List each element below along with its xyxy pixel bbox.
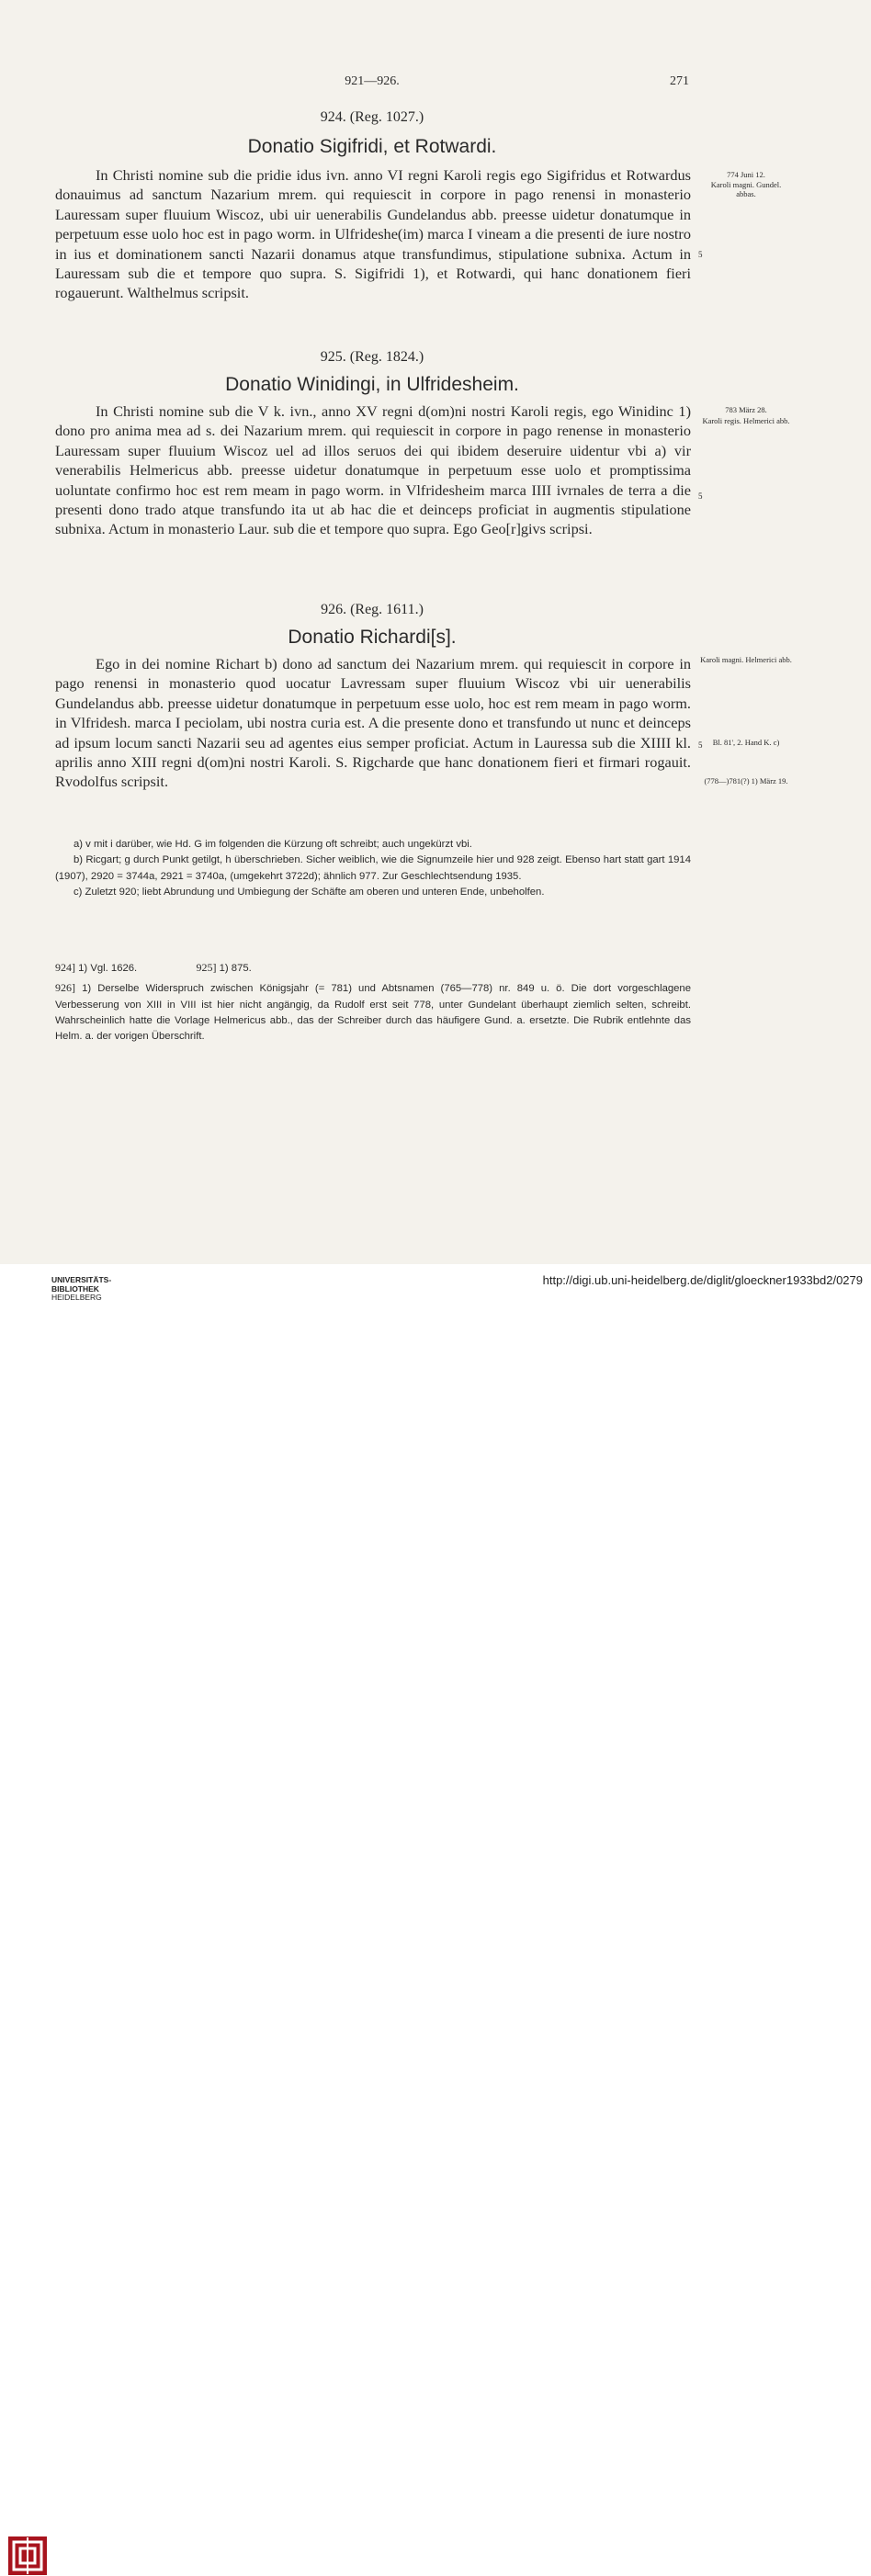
doc-924-margin-info: Karoli magni. Gundel. abbas. xyxy=(710,180,782,198)
line-number: 5 xyxy=(698,250,703,259)
doc-926-body: Ego in dei nomine Richart b) dono ad sanctum dei Nazarium mrem. qui requiescit in corpore in pago renensi in monasterio quod uocatur Lavressam super fluuium Wiscoz vbi uir uenerabilis Gundelandus abb. preesse uidetur donatumque in perpetuum esse uolo, hoc est rem meam in pago worm. in Vlfridesh. marca I peciolam, ubi nostra curia est. A die presente dono et transfundo ut nunc et deinceps ad ipsum locum sancti Nazarii seu ad agentes eius semper proficiat. Actum in Lauressa sub die XIIII kl. aprilis anno XIII regni d(om)ni nostri Karoli. S. Rigcharde que hanc donationem fieri et firmari rogauit. Rvodolfus scripsit. xyxy=(55,655,691,791)
document-page xyxy=(0,0,871,1264)
logo-line-1: UNIVERSITÄTS- xyxy=(51,1275,112,1284)
source-url-link[interactable]: http://digi.ub.uni-heidelberg.de/diglit/gloeckner1933bd2/0279 xyxy=(542,1273,863,1287)
doc-926-margin-ref: Bl. 81', 2. Hand K. c) xyxy=(712,738,780,747)
doc-925-regnum: 925. (Reg. 1824.) xyxy=(320,349,424,365)
library-logo-icon xyxy=(7,2536,48,2576)
doc-926-title: Donatio Richardi[s]. xyxy=(288,627,457,648)
logo-line-2: BIBLIOTHEK xyxy=(51,1283,99,1294)
note-a: a) v mit i darüber, wie Hd. G im folgenden die Kürzung oft schreibt; auch ungekürzt vbi. xyxy=(74,839,472,850)
doc-926-regnum: 926. (Reg. 1611.) xyxy=(321,602,424,617)
doc-924-margin-date: 774 Juni 12. xyxy=(727,170,765,179)
fn-924-label: 924] xyxy=(55,961,75,974)
footnote-row-924-925 xyxy=(55,960,691,977)
header-range: 921—926. xyxy=(345,74,400,88)
line-number: 5 xyxy=(698,740,703,750)
running-header xyxy=(55,74,689,93)
footnotes xyxy=(55,960,691,1045)
fn-926-label: 926] xyxy=(55,981,75,995)
fn-925-text: 1) 875. xyxy=(219,963,252,974)
note-c: c) Zuletzt 920; liebt Abrundung und Umbiegung der Schäfte am oberen und unteren Ende, unbeholfen. xyxy=(74,886,545,898)
doc-925-margin-date: 783 März 28. xyxy=(725,405,767,414)
logo-line-3: HEIDELBERG xyxy=(51,1293,102,1302)
line-number: 5 xyxy=(698,491,703,501)
fn-926-text: 1) Derselbe Widerspruch zwischen Königsjahr (= 781) und Abtsnamen (765—778) nr. 849 u. ö. Die dort vorgeschlagene Verbesserung von XIII in VIII ist hier nicht angängig, da Rudolf erst seit 778, unter Gundelant überhaupt ziemlich selten, schreibt. Wahrscheinlich hatte die Vorlage Helmericus abb., das der Schreiber durch das häufigere Gund. a. ersetzte. Die Rubrik entlehnte das Helm. a. der vorigen Überschrift. xyxy=(55,983,691,1043)
critical-notes xyxy=(55,837,691,900)
doc-926-margin-info: Karoli magni. Helmerici abb. xyxy=(700,655,792,664)
fn-924-text: 1) Vgl. 1626. xyxy=(78,963,138,974)
page-number: 271 xyxy=(670,74,689,88)
doc-926-margin-date: (778—)781(?) 1) März 19. xyxy=(704,776,788,785)
footnote-row-926 xyxy=(55,980,691,1045)
doc-924-regnum: 924. (Reg. 1027.) xyxy=(320,109,424,125)
doc-925-body: In Christi nomine sub die V k. ivn., anno XV regni d(om)ni nostri Karoli regis, ego Winidinc 1) dono pro anima mea ad s. dei Nazarium mrem. qui requiescit in corpore in pago renense in monasterio Lauressam super fluuium Wiscoz uel ad illos seruos dei qui ibidem deseruire uidentur vbi a) vir venerabilis Helmericus abb. preesse uidetur donatumque in perpetuum esse uolo et promptissima uoluntate confirmo hoc est rem meam in pago worm. in Vlfridesheim marca IIII ivrnales de terra a die presenti dono trado atque transfundo ita ut ab hac die et deinceps proficiat in augmentis stipulatione subnixa. Actum in monasterio Laur. sub die et tempore quo supra. Ego Geo[r]givs scripsi. xyxy=(55,402,691,538)
library-logo-text xyxy=(51,1276,111,1303)
doc-924-body: In Christi nomine sub die pridie idus ivn. anno VI regni Karoli regis ego Sigifridus et Rotwardus donauimus ad sanctum Nazarium mrem. qui requiescit in corpore in pago renensi in monasterio Lauressam super fluuium Wiscoz, ubi uir uenerabilis Gundelandus abb. preesse uidetur donatumque in perpetuum esse uolo hoc est in pago worm. in Ulfrideshe(im) marca I vineam a die presenti de iure nostro in ius et dominationem sancti Nazarii donamus atque transfundimus, stipulatione subnixa. Actum in Lauressam sub die et tempore quo supra. S. Sigifridi 1), et Rotwardi, qui hanc donationem fieri rogauerunt. Walthelmus scripsit. xyxy=(55,166,691,302)
doc-925-title: Donatio Winidingi, in Ulfridesheim. xyxy=(225,374,519,395)
note-b: b) Ricgart; g durch Punkt getilgt, h überschrieben. Sicher weiblich, wie die Signumzeile hier und 928 zeigt. Ebenso hart statt gart 1914 (1907), 2920 = 3744a, 2921 = 3740a, (umgekehrt 3722d); ähnlich 977. Zur Geschlechtsendung 1935. xyxy=(55,854,691,882)
doc-925-margin-info: Karoli regis. Helmerici abb. xyxy=(702,416,790,425)
doc-924-title: Donatio Sigifridi, et Rotwardi. xyxy=(247,136,497,157)
fn-925-label: 925] xyxy=(196,961,217,974)
